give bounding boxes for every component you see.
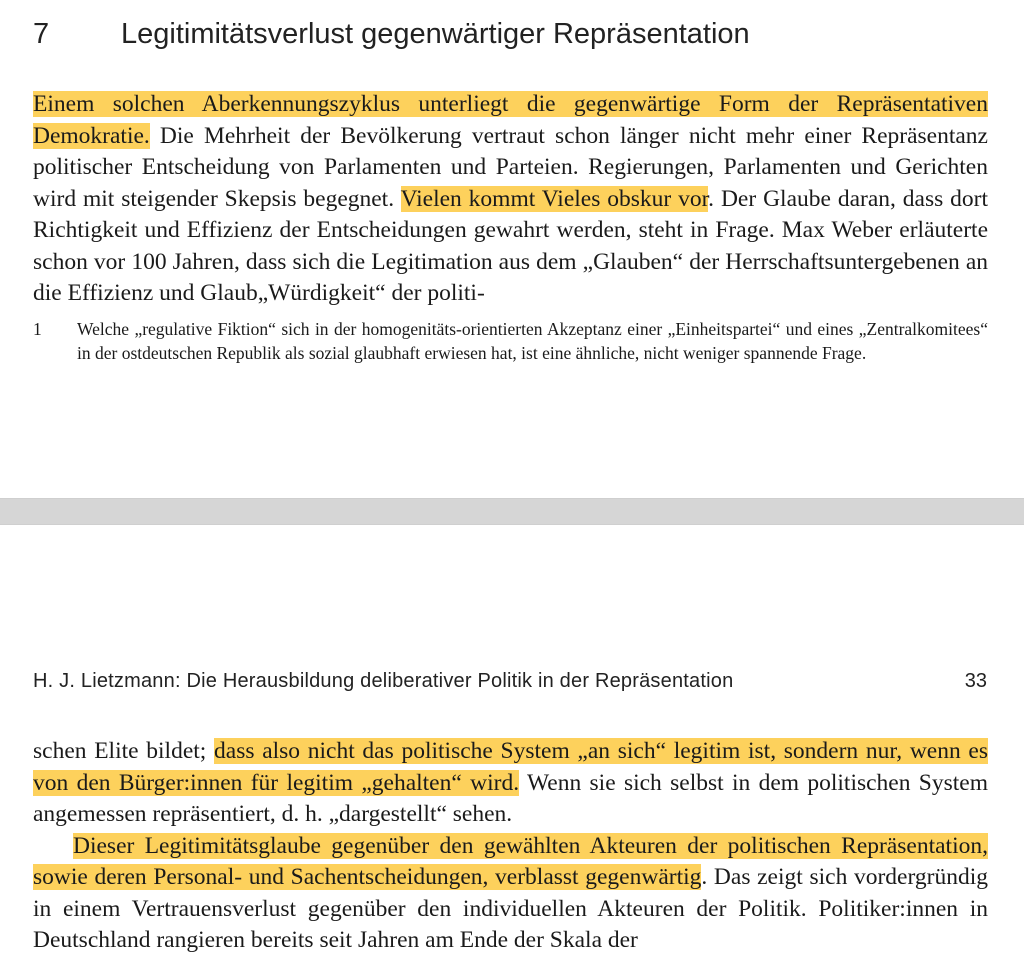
highlight[interactable]: Einem solchen Aberkennungszyklus unterliegt die gegenwärtige Form der Repräsentativen Demokratie. xyxy=(33,91,988,149)
highlight[interactable]: Vielen kommt Vieles obskur vor xyxy=(400,185,709,212)
body-paragraph xyxy=(33,736,988,831)
page-number: 33 xyxy=(964,670,987,692)
chapter-number: 7 xyxy=(33,18,50,50)
body-paragraph xyxy=(33,831,988,957)
footnote-number: 1 xyxy=(33,319,42,339)
footnote xyxy=(33,318,988,365)
highlight[interactable]: dass also nicht das politische System „an sich“ legitim ist, sondern nur, wenn es von den Bürger:innen für legitim „gehalten“ wird. xyxy=(33,738,988,796)
body-paragraph xyxy=(33,89,988,310)
footnote-text: Welche „regulative Fiktion“ sich in der homogenitäts-orientierten Akzeptanz einer „Einheitspartei“ und eines „Zentralkomitees“ in der ostdeutschen Republik als sozial glaubhaft erwiesen hat, ist eine ähnliche, nicht weniger spannende Frage. xyxy=(77,319,988,363)
paragraph-text: schen Elite bildet; xyxy=(33,738,215,764)
highlight[interactable]: Dieser Legitimitätsglaube gegenüber den gewählten Akteuren der politischen Repräsentation, sowie deren Personal- und Sachentscheidungen, verblasst gegenwärtig xyxy=(33,832,988,890)
paragraph-text: . Der Glaube daran, dass dort Richtigkeit und Effizienz der Entscheidungen gewahrt werden, steht in Frage. Max Weber erläuterte schon vor 100 Jahren, dass sich die Legitimation aus dem „Glauben“ der Herrschaftsuntergebenen an die Effizienz und Glaub„Würdigkeit“ der politi- xyxy=(33,185,989,306)
page-separator xyxy=(0,498,1024,525)
paragraph-text: Die Mehrheit der Bevölkerung vertraut schon länger nicht mehr einer Repräsentanz politischer Entscheidung von Parlamenten und Parteien. Regierungen, Parlamenten und Gerichten wird mit steigender Skepsis begegnet. xyxy=(33,122,988,212)
running-header: H. J. Lietzmann: Die Herausbildung deliberativer Politik in der Repräsentation xyxy=(33,670,734,692)
paragraph-text: Wenn sie sich selbst in dem politischen System angemessen repräsentiert, d. h. „dargestellt“ sehen. xyxy=(33,769,989,827)
bottom-page xyxy=(0,525,1024,967)
paragraph-text: . Das zeigt sich vordergründig in einem Vertrauensverlust gegenüber den individuellen Akteuren der Politik. Politiker:innen in Deutschland rangieren bereits seit Jahren am Ende der Skala der xyxy=(33,864,988,953)
chapter-title: Legitimitätsverlust gegenwärtiger Repräsentation xyxy=(121,18,750,50)
body-text xyxy=(33,736,988,957)
